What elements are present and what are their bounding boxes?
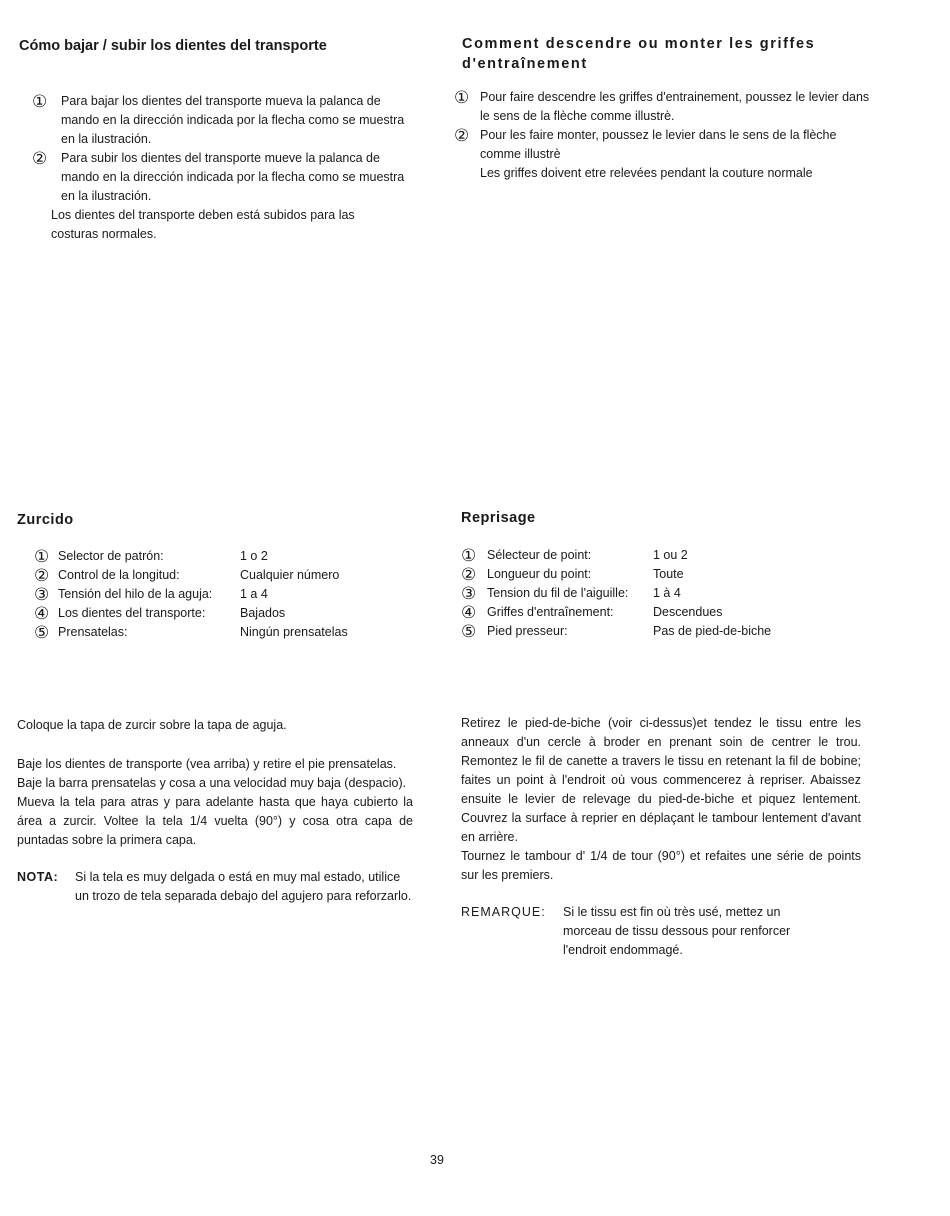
fr-setting-label-4: Griffes d'entraînement: [487, 605, 614, 619]
es-darn-body [17, 716, 413, 906]
fr-darn-section [461, 508, 861, 641]
es-darn-paragraph-1: Coloque la tapa de zurcir sobre la tapa de aguja. [17, 718, 287, 732]
es-setting-row-2 [34, 566, 417, 585]
fr-feed-item-2-text: Pour les faire monter, poussez le levier dans le sens de la flèche comme illustrè [480, 128, 837, 161]
nota-label: NOTA: [17, 870, 59, 884]
fr-feed-title: Comment descendre ou monter les griffes d'entraînement [462, 36, 816, 72]
fr-feed-item-1-text: Pour faire descendre les griffes d'entrainement, poussez le levier dans le sens de la flèche comme illustrè. [480, 90, 870, 123]
spacer [19, 56, 419, 92]
es-setting-label-3: Tensión del hilo de la aguja: [58, 587, 213, 601]
circled-number-3: ③ [461, 584, 477, 603]
es-setting-label-2: Control de la longitud: [58, 568, 180, 582]
es-setting-value-5: Ningún prensatelas [240, 625, 348, 639]
circled-number-4: ④ [461, 603, 477, 622]
spacer [461, 528, 861, 546]
es-feed-item-1 [19, 92, 419, 149]
fr-setting-value-1: 1 ou 2 [653, 548, 688, 562]
fr-feed-item-2 [454, 126, 872, 164]
es-setting-value-2: Cualquier número [240, 568, 340, 582]
page-number-text: 39 [430, 1153, 444, 1167]
fr-setting-value-4: Descendues [653, 605, 723, 619]
fr-darn-body [461, 714, 861, 960]
es-setting-row-4 [34, 604, 417, 623]
fr-setting-label-1: Sélecteur de point: [487, 548, 592, 562]
fr-darn-settings [461, 546, 861, 641]
circled-number-5: ⑤ [461, 622, 477, 641]
page-number [0, 1151, 950, 1170]
circled-number-4: ④ [34, 604, 50, 623]
spacer [462, 74, 872, 88]
spacer [17, 530, 417, 547]
es-setting-label-4: Los dientes del transporte: [58, 606, 206, 620]
circled-number-2: ② [32, 149, 48, 168]
es-feed-item-2-text: Para subir los dientes del transporte mueve la palanca de mando en la dirección indicada por la flecha como se muestra en la ilustración. [61, 151, 405, 203]
circled-number-1: ① [32, 92, 48, 111]
es-feed-note: Los dientes del transporte deben está subidos para las costuras normales. [51, 208, 355, 241]
es-setting-label-1: Selector de patrón: [58, 549, 164, 563]
es-setting-value-4: Bajados [240, 606, 286, 620]
es-setting-label-5: Prensatelas: [58, 625, 128, 639]
fr-setting-value-3: 1 à 4 [653, 586, 681, 600]
remarque-text: Si le tissu est fin où très usé, mettez un morceau de tissu dessous pour renforcer l'endroit endommagé. [563, 905, 791, 957]
fr-setting-label-2: Longueur du point: [487, 567, 592, 581]
fr-feed-section [454, 34, 872, 183]
fr-darn-paragraph-2: Tournez le tambour d' 1/4 de tour (90°) et refaites une série de points sur les premiers. [461, 849, 861, 882]
circled-number-2: ② [34, 566, 50, 585]
fr-setting-label-3: Tension du fil de l'aiguille: [487, 586, 629, 600]
fr-darn-paragraph-1: Retirez le pied-de-biche (voir ci-dessus)et tendez le tissu entre les anneaux d'un cercle à broder en prenant soin de centrer le trou. Remontez le fil de canette a travers le tissu en retenant la fil de bobine; faites un point à l'endroit où vous commencerez à repriser. Abaissez ensuite le levier de relevage du pied-de-biche et piquez lentement. Couvrez la surface à reprier en déplaçant le tambour lentement d'avant en arrière. [461, 716, 861, 844]
fr-darn-title: Reprisage [461, 510, 536, 526]
fr-setting-value-2: Toute [653, 567, 684, 581]
nota-text: Si la tela es muy delgada o está en muy mal estado, utilice un trozo de tela separada debajo del agujero para reforzarlo. [75, 870, 412, 903]
fr-setting-label-5: Pied presseur: [487, 624, 568, 638]
es-setting-row-5 [34, 623, 417, 642]
circled-number-1: ① [454, 88, 470, 107]
es-feed-section [19, 36, 419, 244]
fr-darn-remarque [461, 903, 861, 960]
circled-number-2: ② [461, 565, 477, 584]
circled-number-3: ③ [34, 585, 50, 604]
es-setting-value-3: 1 a 4 [240, 587, 268, 601]
es-setting-row-3 [34, 585, 417, 604]
es-feed-item-1-text: Para bajar los dientes del transporte mueva la palanca de mando en la dirección indicada por la flecha como se muestra en la ilustración. [61, 94, 405, 146]
remarque-label: REMARQUE: [461, 905, 546, 919]
es-darn-paragraph-3: Baje la barra prensatelas y cosa a una velocidad muy baja (despacio). [17, 776, 407, 790]
es-feed-title: Cómo bajar / subir los dientes del transporte [19, 38, 327, 54]
fr-setting-value-5: Pas de pied-de-biche [653, 624, 772, 638]
fr-setting-row-3 [461, 584, 861, 603]
fr-setting-row-5 [461, 622, 861, 641]
es-darn-settings [17, 547, 417, 642]
es-darn-title: Zurcido [17, 512, 74, 528]
es-darn-paragraph-4: Mueva la tela para atras y para adelante hasta que haya cubierto la área a zurcir. Voltee la tela 1/4 vuelta (90°) y cosa otra capa de puntadas sobre la primera capa. [17, 795, 413, 847]
fr-feed-note: Les griffes doivent etre relevées pendant la couture normale [480, 166, 813, 180]
es-setting-value-1: 1 o 2 [240, 549, 268, 563]
es-feed-item-2 [19, 149, 419, 206]
circled-number-5: ⑤ [34, 623, 50, 642]
circled-number-1: ① [34, 547, 50, 566]
es-darn-paragraph-2: Baje los dientes de transporte (vea arriba) y retire el pie prensatelas. [17, 757, 397, 771]
es-darn-section [17, 510, 417, 642]
fr-setting-row-2 [461, 565, 861, 584]
circled-number-1: ① [461, 546, 477, 565]
fr-setting-row-4 [461, 603, 861, 622]
es-setting-row-1 [34, 547, 417, 566]
fr-feed-item-1 [454, 88, 872, 126]
circled-number-2: ② [454, 126, 470, 145]
fr-setting-row-1 [461, 546, 861, 565]
es-darn-nota [17, 868, 413, 906]
